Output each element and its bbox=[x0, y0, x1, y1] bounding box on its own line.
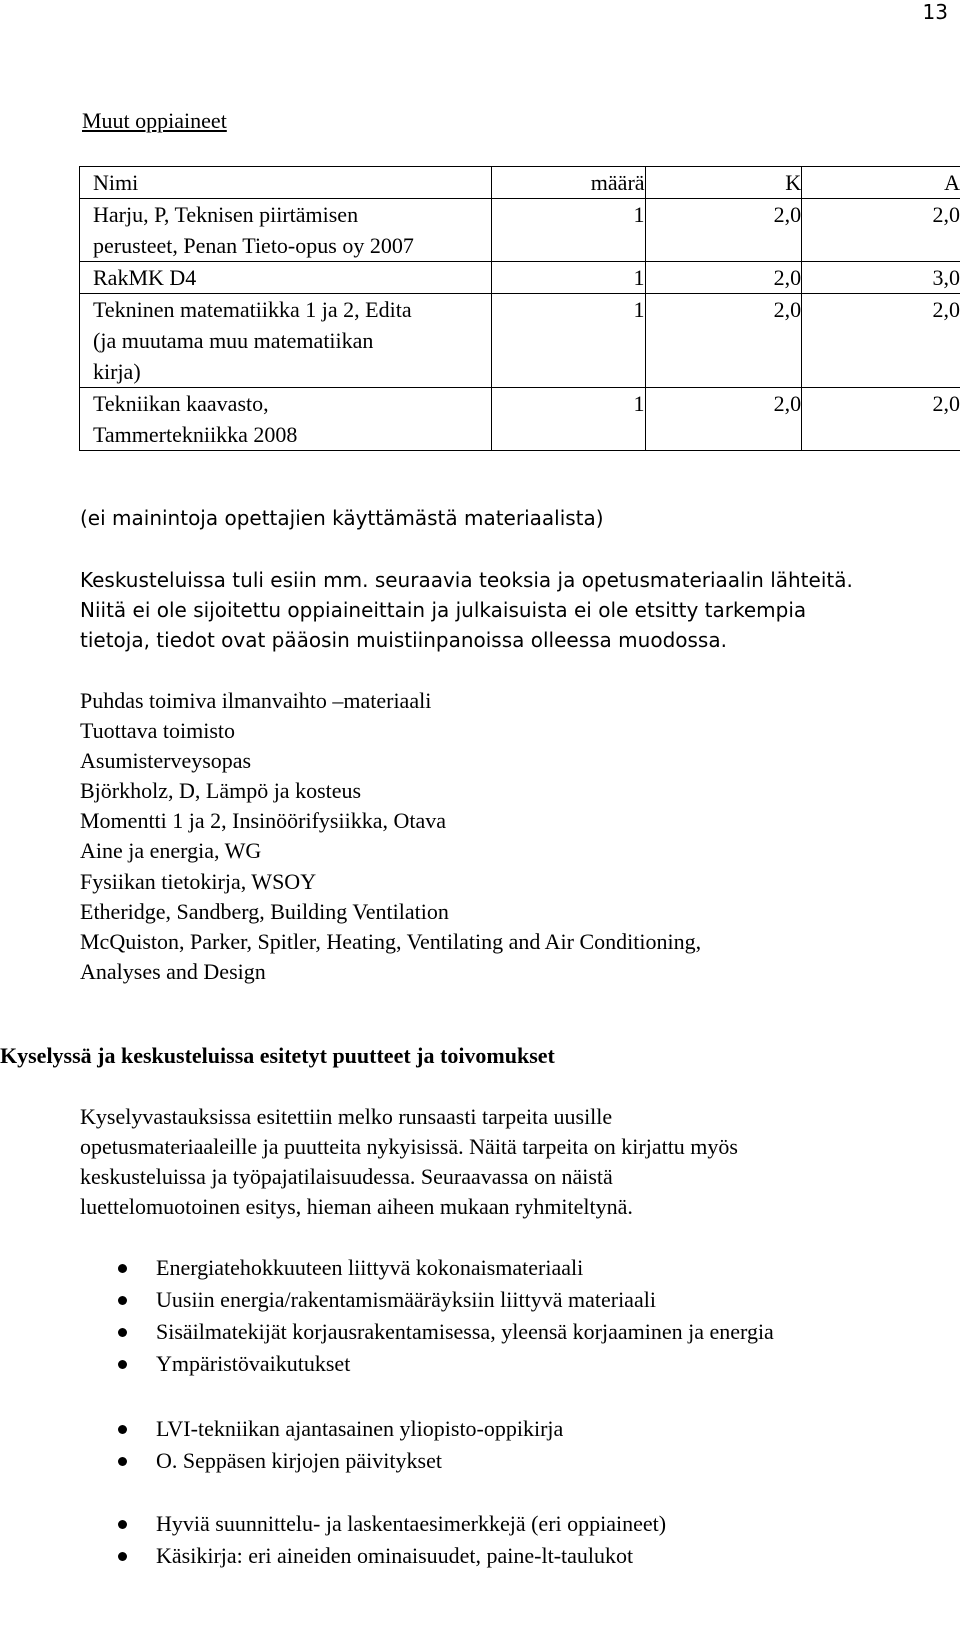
reference-item: Aine ja energia, WG bbox=[80, 838, 262, 864]
bullet-icon bbox=[118, 1457, 127, 1466]
discussion-line: Keskusteluissa tuli esiin mm. seuraavia teoksia ja opetusmateriaalin lähteitä. bbox=[80, 568, 853, 592]
bullet-icon bbox=[118, 1328, 127, 1337]
table-cell-name bbox=[80, 262, 492, 294]
list-item-text: Energiatehokkuuteen liittyvä kokonaismateriaali bbox=[156, 1255, 584, 1280]
bullet-icon bbox=[118, 1425, 127, 1434]
table-header-row bbox=[80, 167, 960, 199]
reference-item: Tuottava toimisto bbox=[80, 718, 236, 744]
table-cell-name-text: Tekninen matematiikka 1 ja 2, Edita (ja muutama muu matematiikan kirja) bbox=[93, 297, 412, 384]
discussion-line: tietoja, tiedot ovat pääosin muistiinpanoissa olleessa muodossa. bbox=[80, 628, 727, 652]
table-cell-a: 3,0 bbox=[802, 262, 960, 294]
bullet-icon bbox=[118, 1520, 127, 1529]
table-cell-a: 2,0 bbox=[802, 388, 960, 451]
discussion-line: Niitä ei ole sijoitettu oppiaineittain ja julkaisuista ei ole etsitty tarkempia bbox=[80, 598, 807, 622]
reference-item: Etheridge, Sandberg, Building Ventilation bbox=[80, 898, 449, 924]
header-name: Nimi bbox=[80, 167, 492, 199]
list-item bbox=[118, 1284, 774, 1316]
table-cell-maara: 1 bbox=[492, 294, 645, 388]
reference-item: Analyses and Design bbox=[80, 958, 266, 984]
bullet-icon bbox=[118, 1264, 127, 1273]
table-cell-name-text: Harju, P, Teknisen piirtämisen perusteet, Penan Tieto-opus oy 2007 bbox=[93, 202, 414, 258]
table-cell-name-text: RakMK D4 bbox=[93, 265, 197, 290]
reference-item: Fysiikan tietokirja, WSOY bbox=[80, 868, 317, 894]
bullet-list bbox=[118, 1508, 666, 1572]
survey-line: opetusmateriaaleille ja puutteita nykyisissä. Näitä tarpeita on kirjattu myös bbox=[80, 1134, 738, 1159]
table-cell-k: 2,0 bbox=[645, 199, 802, 262]
table-cell-k: 2,0 bbox=[645, 262, 802, 294]
header-maara: määrä bbox=[492, 167, 645, 199]
note-text: (ei mainintoja opettajien käyttämästä materiaalista) bbox=[80, 506, 604, 530]
reference-item: Asumisterveysopas bbox=[80, 748, 252, 774]
list-item bbox=[118, 1540, 666, 1572]
table-cell-maara: 1 bbox=[492, 388, 645, 451]
survey-line: luettelomuotoinen esitys, hieman aiheen mukaan ryhmiteltynä. bbox=[80, 1194, 633, 1219]
discussion-paragraph bbox=[80, 565, 853, 655]
table-cell-name bbox=[80, 388, 492, 451]
bullet-icon bbox=[118, 1552, 127, 1561]
bullet-list bbox=[118, 1252, 774, 1380]
reference-item: Björkholz, D, Lämpö ja kosteus bbox=[80, 778, 362, 804]
header-k: K bbox=[645, 167, 802, 199]
table-row bbox=[80, 199, 960, 262]
list-item bbox=[118, 1445, 563, 1477]
reference-list bbox=[80, 686, 701, 987]
list-item-text: Sisäilmatekijät korjausrakentamisessa, yleensä korjaaminen ja energia bbox=[156, 1319, 774, 1344]
table-row bbox=[80, 388, 960, 451]
reference-item: Momentti 1 ja 2, Insinöörifysiikka, Otava bbox=[80, 808, 446, 834]
materials-table bbox=[79, 166, 960, 451]
table-cell-maara: 1 bbox=[492, 262, 645, 294]
table-cell-k: 2,0 bbox=[645, 294, 802, 388]
reference-item: Puhdas toimiva ilmanvaihto –materiaali bbox=[80, 688, 432, 713]
list-item bbox=[118, 1252, 774, 1284]
list-item-text: LVI-tekniikan ajantasainen yliopisto-oppikirja bbox=[156, 1416, 564, 1441]
table-cell-name-text: Tekniikan kaavasto, Tammertekniikka 2008 bbox=[93, 391, 298, 447]
list-item-text: Uusiin energia/rakentamismääräyksiin liittyvä materiaali bbox=[156, 1287, 656, 1312]
survey-line: keskusteluissa ja työpajatilaisuudessa. Seuraavassa on näistä bbox=[80, 1164, 613, 1189]
list-item-text: O. Seppäsen kirjojen päivitykset bbox=[156, 1448, 442, 1473]
list-item-text: Ympäristövaikutukset bbox=[156, 1351, 351, 1376]
table-cell-a: 2,0 bbox=[802, 199, 960, 262]
table-row bbox=[80, 262, 960, 294]
table-cell-k: 2,0 bbox=[645, 388, 802, 451]
reference-item: McQuiston, Parker, Spitler, Heating, Ventilating and Air Conditioning, bbox=[80, 928, 702, 954]
bullet-icon bbox=[118, 1360, 127, 1369]
page-number: 13 bbox=[922, 0, 948, 24]
section-heading: Kyselyssä ja keskusteluissa esitetyt puutteet ja toivomukset bbox=[0, 1043, 555, 1068]
list-item-text: Käsikirja: eri aineiden ominaisuudet, paine-lt-taulukot bbox=[156, 1543, 634, 1568]
list-item-text: Hyviä suunnittelu- ja laskentaesimerkkejä (eri oppiaineet) bbox=[156, 1511, 667, 1536]
bullet-list bbox=[118, 1413, 563, 1477]
bullet-icon bbox=[118, 1296, 127, 1305]
table-cell-name bbox=[80, 294, 492, 388]
list-item bbox=[118, 1508, 666, 1540]
list-item bbox=[118, 1348, 774, 1380]
section-title: Muut oppiaineet bbox=[82, 108, 227, 133]
list-item bbox=[118, 1413, 563, 1445]
header-a: A bbox=[802, 167, 960, 199]
table-cell-maara: 1 bbox=[492, 199, 645, 262]
list-item bbox=[118, 1316, 774, 1348]
survey-paragraph bbox=[80, 1102, 738, 1222]
table-row bbox=[80, 294, 960, 388]
survey-line: Kyselyvastauksissa esitettiin melko runsaasti tarpeita uusille bbox=[80, 1104, 613, 1129]
table-cell-name bbox=[80, 199, 492, 262]
table-cell-a: 2,0 bbox=[802, 294, 960, 388]
